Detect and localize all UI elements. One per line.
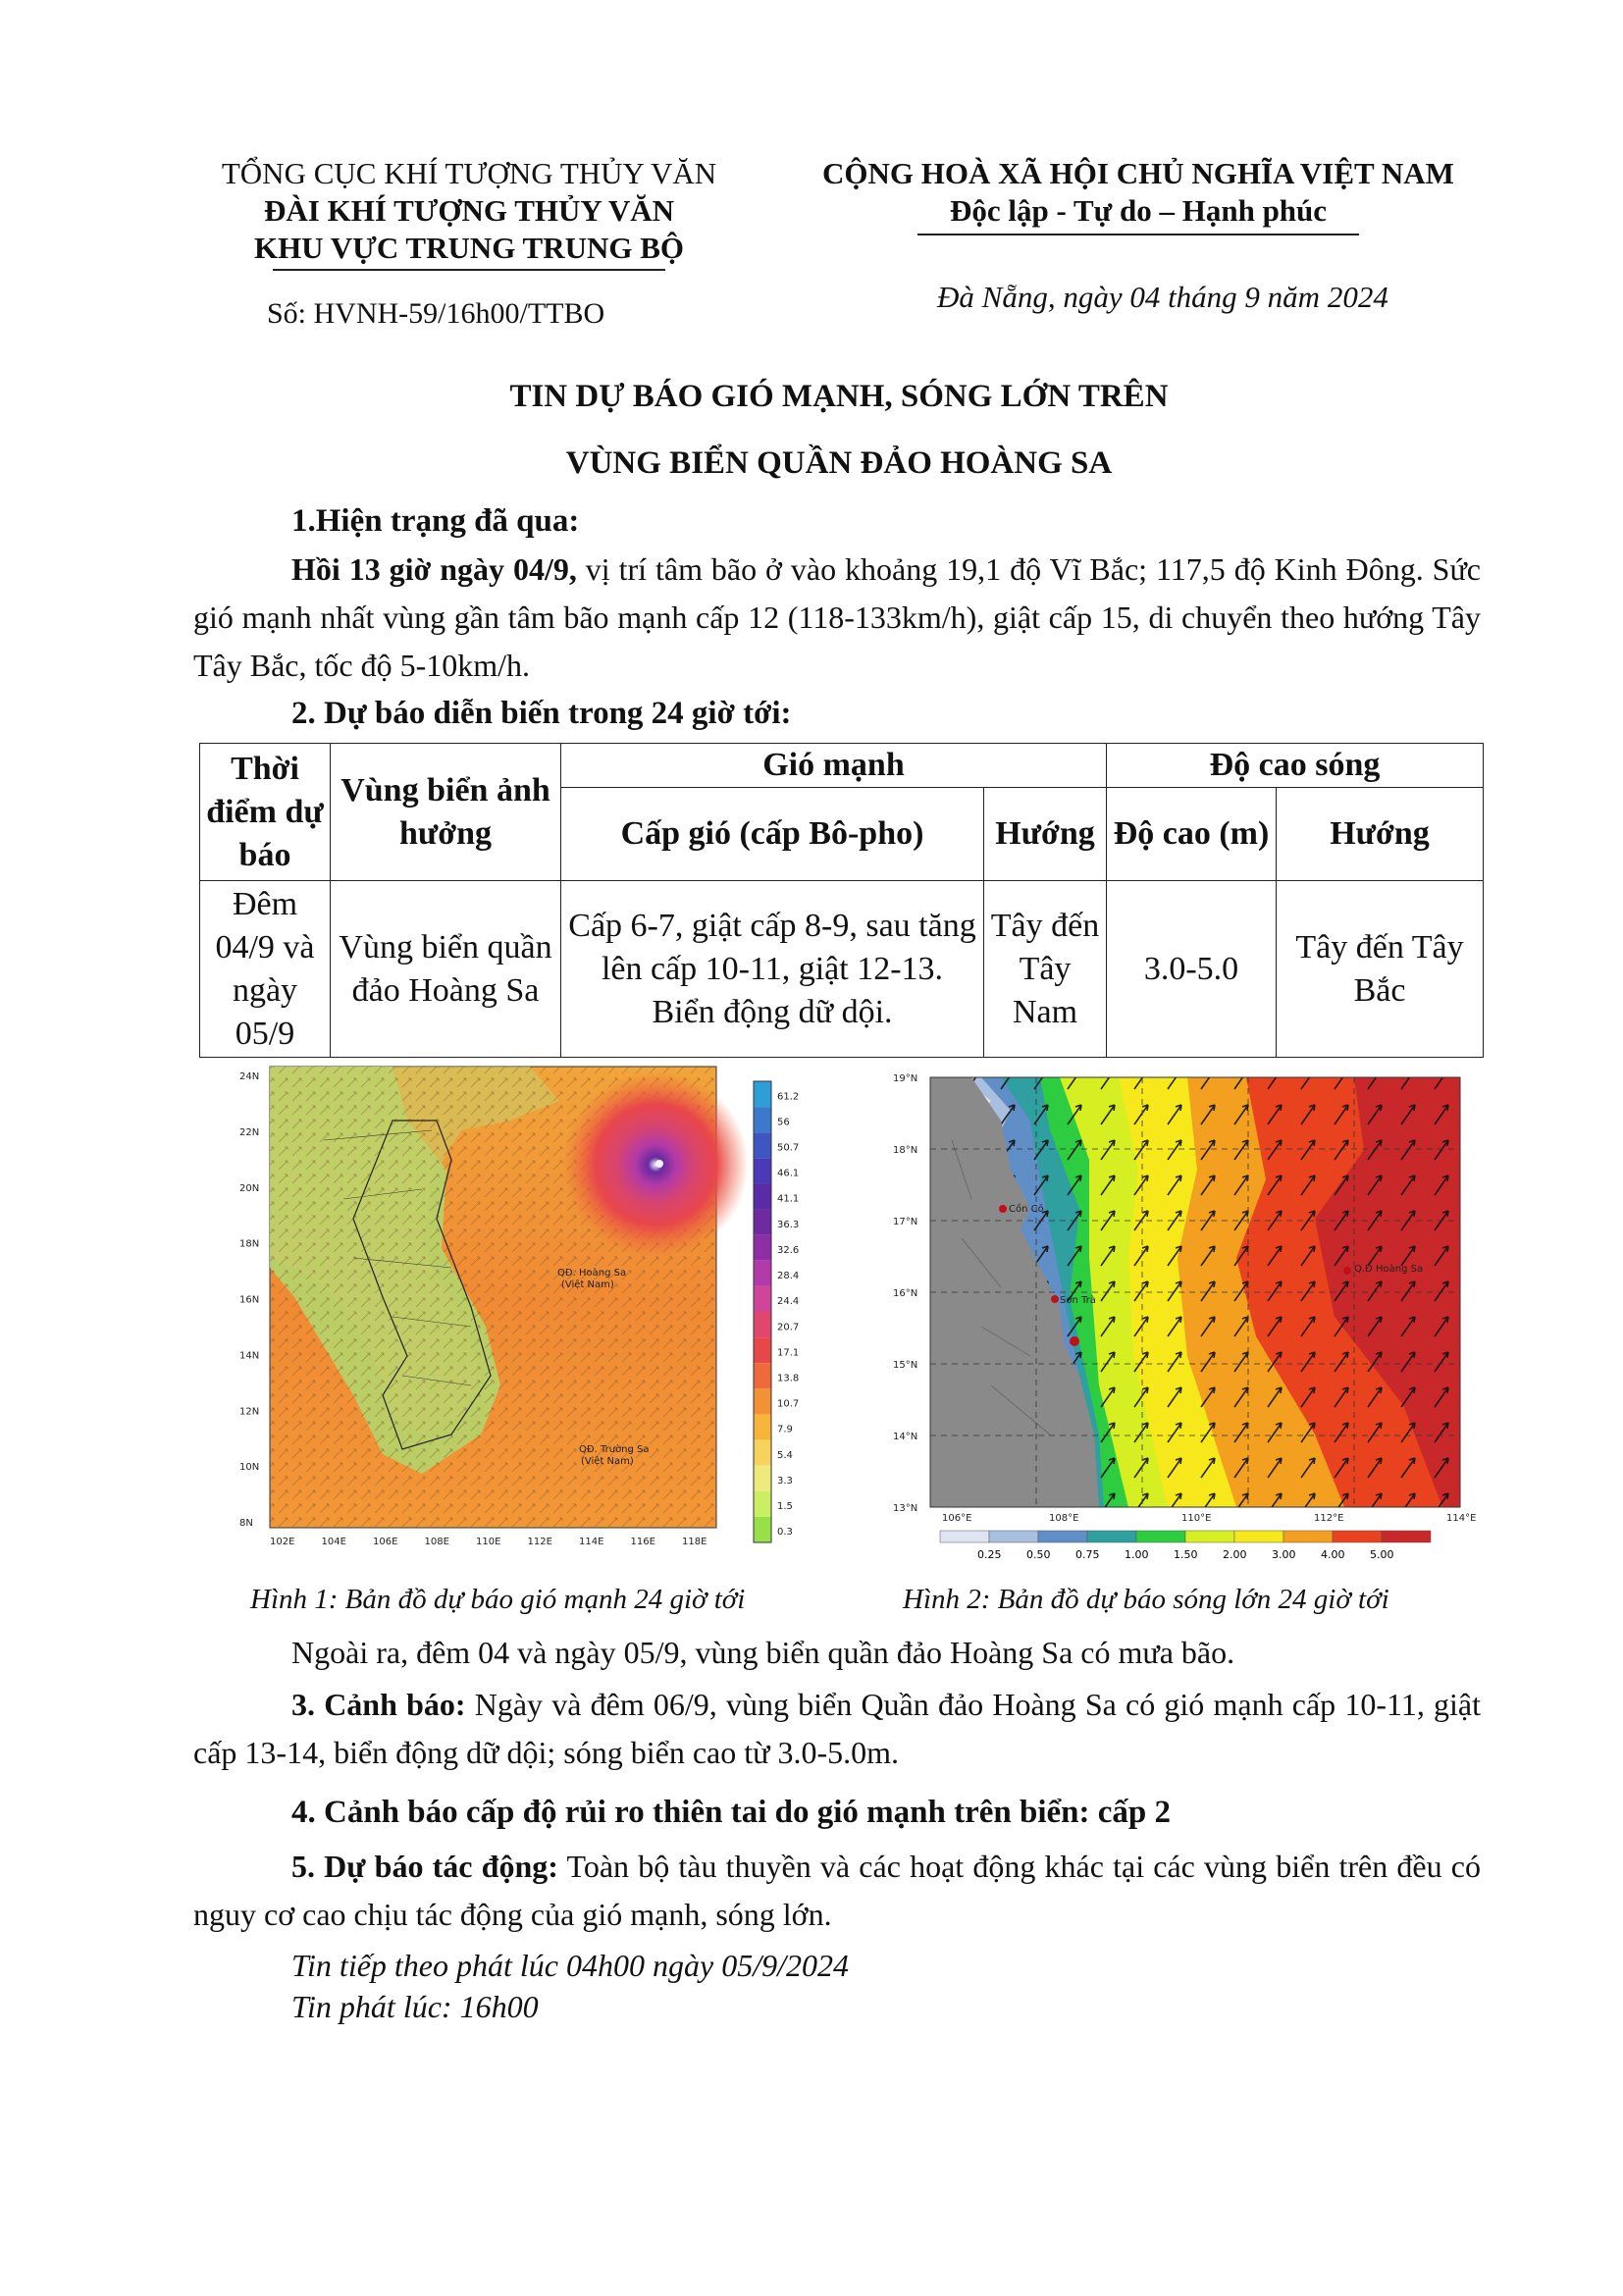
- wind-colorbar-label: 46.1: [777, 1168, 800, 1179]
- wind-colorbar-swatch: [754, 1517, 771, 1542]
- wave-legend-label: 5.00: [1370, 1548, 1394, 1561]
- wind-lat-tick: 24N: [239, 1071, 260, 1082]
- next-bulletin: Tin tiếp theo phát lúc 04h00 ngày 05/9/2024: [291, 1948, 849, 1983]
- wave-lon-tick: 106°E: [942, 1513, 972, 1524]
- wind-colorbar-swatch: [754, 1132, 771, 1158]
- wind-lon-tick: 112E: [527, 1537, 552, 1547]
- wind-colorbar-swatch: [754, 1414, 771, 1439]
- cell-time: Đêm 04/9 và ngày 05/9: [200, 881, 331, 1058]
- wind-colorbar-label: 32.6: [777, 1244, 800, 1256]
- title-line-2: VÙNG BIỂN QUẦN ĐẢO HOÀNG SA: [565, 445, 1113, 481]
- wind-colorbar-swatch: [754, 1440, 771, 1466]
- wind-colorbar-label: 36.3: [777, 1219, 800, 1230]
- cell-wind-dir: Tây đến Tây Nam: [984, 881, 1107, 1058]
- wave-legend-swatch: [1283, 1531, 1333, 1542]
- wave-label-hoangsa: Q.Đ Hoàng Sa: [1354, 1264, 1424, 1275]
- th-wave-dir: Hướng: [1277, 788, 1484, 881]
- wave-lat-tick: 15°N: [893, 1360, 918, 1371]
- wind-map-lon-axis: [270, 1537, 707, 1547]
- wave-legend-swatch: [1234, 1531, 1283, 1542]
- wind-colorbar-label: 24.4: [777, 1296, 800, 1308]
- agency-name: ĐÀI KHÍ TƯỢNG THỦY VĂN: [264, 193, 674, 228]
- wave-lat-tick: 14°N: [893, 1432, 918, 1442]
- wave-legend-swatch: [1382, 1531, 1431, 1542]
- wind-colorbar-label: 17.1: [777, 1347, 800, 1359]
- section-5: [193, 1843, 1481, 1939]
- title-line-1: TIN DỰ BÁO GIÓ MẠNH, SÓNG LỚN TRÊN: [509, 379, 1169, 414]
- wind-label-hoangsa: QĐ. Hoàng Sa: [557, 1268, 627, 1278]
- wind-lon-tick: 102E: [270, 1537, 295, 1547]
- wind-colorbar-label: 61.2: [777, 1091, 800, 1103]
- wave-legend-label: 3.00: [1272, 1548, 1296, 1561]
- cell-wind-level: Cấp 6-7, giật cấp 8-9, sau tăng lên cấp 10-11, giật 12-13. Biển động dữ dội.: [561, 881, 984, 1058]
- wind-lat-tick: 14N: [239, 1350, 260, 1362]
- wind-colorbar-swatch: [754, 1388, 771, 1414]
- wind-lat-tick: 12N: [239, 1406, 260, 1418]
- wind-colorbar-swatch: [754, 1363, 771, 1388]
- wind-colorbar-swatch: [754, 1081, 771, 1107]
- wind-colorbar-label: 41.1: [777, 1193, 800, 1205]
- agency-underline: [273, 269, 665, 271]
- cell-wave-dir: Tây đến Tây Bắc: [1277, 881, 1484, 1058]
- wind-lon-tick: 104E: [321, 1537, 346, 1547]
- document-title: [196, 363, 1482, 496]
- cell-wave-height: 3.0-5.0: [1107, 881, 1277, 1058]
- section-1-lead: Hồi 13 giờ ngày 04/9,: [291, 551, 577, 587]
- wind-colorbar-label: 28.4: [777, 1271, 800, 1282]
- agency-region: KHU VỰC TRUNG TRUNG BỘ: [253, 231, 685, 265]
- wind-colorbar-swatch: [754, 1466, 771, 1491]
- section-1-body: [193, 546, 1481, 690]
- th-wind-level: Cấp gió (cấp Bô-pho): [561, 788, 984, 881]
- wind-lon-tick: 118E: [682, 1537, 707, 1547]
- wave-legend-label: 4.00: [1321, 1548, 1345, 1561]
- wave-legend-swatch: [1038, 1531, 1087, 1542]
- wind-colorbar-label: 13.8: [777, 1373, 800, 1384]
- wave-legend-label: 1.50: [1174, 1548, 1198, 1561]
- wave-legend-swatch: [1333, 1531, 1382, 1542]
- wave-lon-tick: 112°E: [1314, 1513, 1344, 1524]
- agency-parent: TỔNG CỤC KHÍ TƯỢNG THỦY VĂN: [221, 156, 717, 190]
- section-3-lead: 3. Cảnh báo:: [291, 1687, 466, 1722]
- wind-colorbar-swatch: [754, 1183, 771, 1209]
- wave-lat-tick: 13°N: [893, 1503, 918, 1514]
- wind-colorbar-swatch: [754, 1286, 771, 1312]
- wind-label-truongsa-sub: (Việt Nam): [581, 1456, 634, 1467]
- wind-colorbar-swatch: [754, 1491, 771, 1517]
- wave-legend-swatch: [940, 1531, 989, 1542]
- wind-lat-tick: 8N: [239, 1518, 253, 1529]
- wave-map-lat-axis: [893, 1073, 917, 1514]
- section-1-text: vị trí tâm bão ở vào khoảng 19,1 độ Vĩ Bắc; 117,5 độ Kinh Đông. Sức gió mạnh nhất vùng gần tâm bão mạnh cấp 12 (118-133km/h), giật cấp 15, di chuyển theo hướng Tây Tây Bắc, tốc độ 5-10km/h.: [193, 551, 1481, 683]
- wave-legend-label: 1.00: [1125, 1548, 1149, 1561]
- wind-lat-tick: 16N: [239, 1294, 260, 1306]
- wind-lon-tick: 108E: [424, 1537, 449, 1547]
- th-area: Vùng biển ảnh hưởng: [331, 744, 561, 881]
- th-wave: Độ cao sóng: [1107, 744, 1484, 788]
- wave-label-a: Cồn Cỏ: [1009, 1204, 1044, 1215]
- wind-lat-tick: 18N: [239, 1238, 260, 1250]
- section-3: [193, 1681, 1481, 1777]
- document-number: Số: HVNH-59/16h00/TTBO: [267, 297, 605, 330]
- wave-map-lon-axis: [942, 1513, 1476, 1524]
- national-title: CỘNG HOÀ XÃ HỘI CHỦ NGHĨA VIỆT NAM: [822, 156, 1454, 190]
- forecast-table: [199, 743, 1484, 1058]
- wind-colorbar-label: 0.3: [777, 1527, 793, 1539]
- wind-lon-tick: 106E: [373, 1537, 398, 1547]
- wave-map-panel: [930, 1077, 1460, 1507]
- th-wave-height: Độ cao (m): [1107, 788, 1277, 881]
- section-4: 4. Cảnh báo cấp độ rủi ro thiên tai do gió mạnh trên biển: cấp 2: [291, 1795, 1171, 1830]
- wind-map-panel: [270, 1067, 749, 1528]
- section-5-lead: 5. Dự báo tác động:: [291, 1849, 558, 1884]
- wave-lon-tick: 114°E: [1446, 1513, 1477, 1524]
- wind-colorbar-swatch: [754, 1337, 771, 1363]
- national-block: [785, 155, 1492, 230]
- figure-1-caption: Hình 1: Bản đồ dự báo gió mạnh 24 giờ tới: [250, 1584, 746, 1615]
- wind-colorbar-label: 7.9: [777, 1424, 793, 1435]
- wave-legend-label: 2.00: [1223, 1548, 1247, 1561]
- wind-lon-tick: 116E: [630, 1537, 655, 1547]
- wind-colorbar-label: 3.3: [777, 1475, 793, 1487]
- wind-colorbar-label: 50.7: [777, 1142, 800, 1154]
- th-wind-dir: Hướng: [984, 788, 1107, 881]
- wind-lat-tick: 10N: [239, 1462, 260, 1474]
- wind-colorbar-swatch: [754, 1107, 771, 1132]
- wave-lon-tick: 108°E: [1049, 1513, 1079, 1524]
- wave-legend-swatch: [1185, 1531, 1234, 1542]
- section-2-heading: 2. Dự báo diễn biến trong 24 giờ tới:: [291, 696, 792, 731]
- wave-label-b: Sơn Trà: [1060, 1295, 1096, 1306]
- wind-label-hoangsa-sub: (Việt Nam): [561, 1279, 614, 1290]
- wave-legend: [940, 1531, 1431, 1561]
- section-3-text: Ngày và đêm 06/9, vùng biển Quần đảo Hoàng Sa có gió mạnh cấp 10-11, giật cấp 13-14, biển động dữ dội; sóng biển cao từ 3.0-5.0m.: [193, 1687, 1481, 1770]
- section-5-text: Toàn bộ tàu thuyền và các hoạt động khác tại các vùng biển trên đều có nguy cơ cao chịu tác động của gió mạnh, sóng lớn.: [193, 1849, 1482, 1932]
- issued-time: Tin phát lúc: 16h00: [291, 1989, 539, 2024]
- wind-colorbar-label: 1.5: [777, 1501, 793, 1513]
- wave-legend-label: 0.25: [977, 1548, 1002, 1561]
- th-time: Thời điểm dự báo: [200, 744, 331, 881]
- extra-note: Ngoài ra, đêm 04 và ngày 05/9, vùng biển quần đảo Hoàng Sa có mưa bão.: [291, 1635, 1235, 1670]
- wave-lat-tick: 19°N: [893, 1073, 918, 1084]
- document-date: Đà Nẵng, ngày 04 tháng 9 năm 2024: [937, 280, 1388, 314]
- wind-lat-tick: 20N: [239, 1182, 260, 1194]
- wave-legend-swatch: [989, 1531, 1038, 1542]
- agency-block: [165, 155, 773, 267]
- wind-lon-tick: 110E: [476, 1537, 501, 1547]
- wind-colorbar-swatch: [754, 1158, 771, 1183]
- wave-legend-swatch: [1136, 1531, 1185, 1542]
- cell-area: Vùng biển quần đảo Hoàng Sa: [331, 881, 561, 1058]
- wind-lon-tick: 114E: [579, 1537, 604, 1547]
- motto-underline: [917, 234, 1359, 235]
- wave-lat-tick: 18°N: [893, 1145, 918, 1156]
- wind-colorbar: [754, 1081, 799, 1542]
- wind-map-figure: [236, 1062, 844, 1572]
- wind-colorbar-label: 56: [777, 1117, 790, 1128]
- wind-colorbar-swatch: [754, 1312, 771, 1337]
- figure-2-caption: Hình 2: Bản đồ dự báo sóng lớn 24 giờ tới: [903, 1584, 1389, 1615]
- wave-legend-swatch: [1087, 1531, 1136, 1542]
- wave-legend-label: 0.50: [1026, 1548, 1051, 1561]
- wind-colorbar-label: 20.7: [777, 1322, 800, 1333]
- wind-map-lat-axis: [239, 1071, 259, 1529]
- wind-colorbar-swatch: [754, 1261, 771, 1286]
- section-1-heading: 1.Hiện trạng đã qua:: [291, 503, 580, 539]
- wind-colorbar-label: 5.4: [777, 1449, 793, 1461]
- wave-lat-tick: 16°N: [893, 1288, 918, 1299]
- wind-colorbar-swatch: [754, 1210, 771, 1235]
- wind-label-truongsa: QĐ. Trường Sa: [579, 1444, 650, 1455]
- national-motto: Độc lập - Tự do – Hạnh phúc: [949, 193, 1328, 228]
- wave-map-figure: [893, 1062, 1482, 1572]
- wave-legend-label: 0.75: [1075, 1548, 1100, 1561]
- th-wind: Gió mạnh: [561, 744, 1107, 788]
- wave-lat-tick: 17°N: [893, 1217, 918, 1227]
- wind-colorbar-label: 10.7: [777, 1398, 800, 1410]
- wave-lon-tick: 110°E: [1181, 1513, 1212, 1524]
- wind-lat-tick: 22N: [239, 1126, 260, 1138]
- wind-colorbar-swatch: [754, 1235, 771, 1261]
